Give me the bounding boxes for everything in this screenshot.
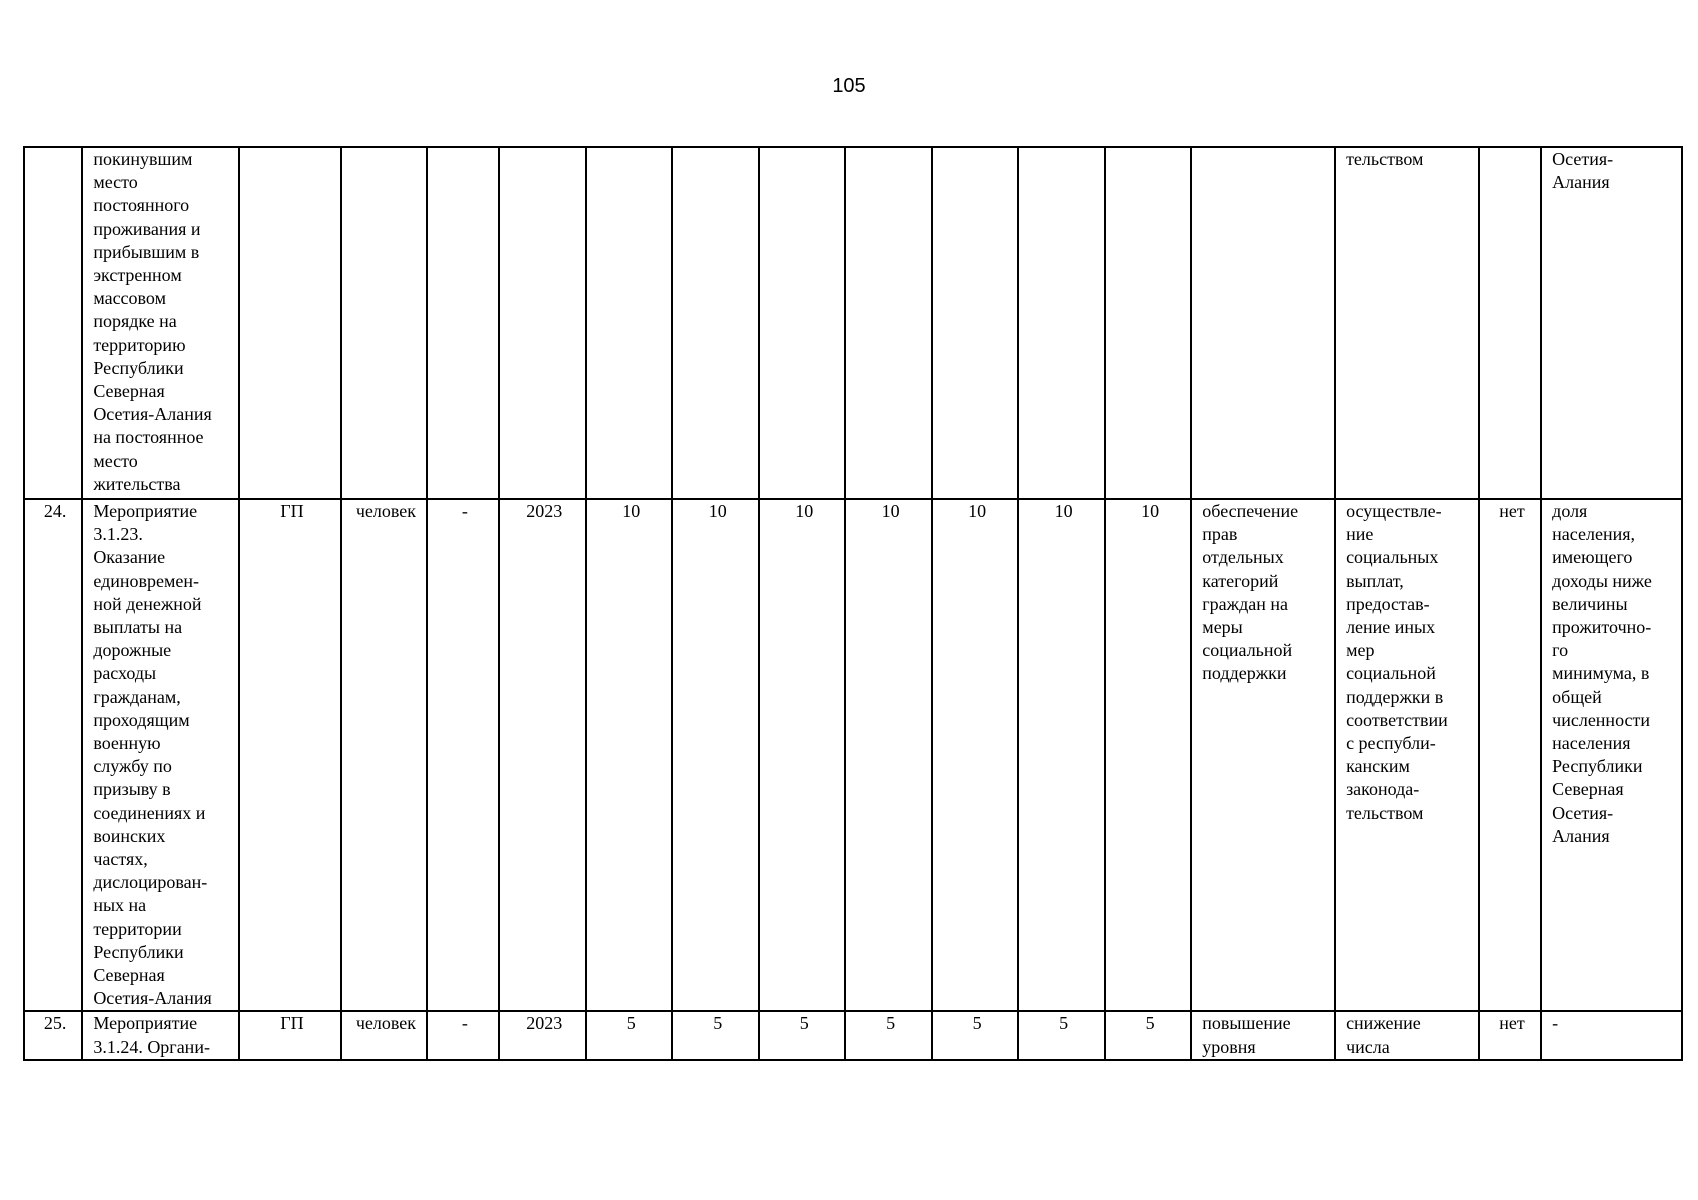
value-cell: 5 xyxy=(586,1011,672,1059)
base-value-cell: - xyxy=(427,1011,498,1059)
indicator-cell: Осетия- Алания xyxy=(1541,147,1682,499)
indicator-cell: доля населения, имеющего доходы ниже величины прожиточно- го минимума, в общей численности населения Республики Северная Осетия- Алания xyxy=(1541,499,1682,1011)
value-cell: 10 xyxy=(932,499,1018,1011)
row-number-cell: 25. xyxy=(24,1011,82,1059)
page-number: 105 xyxy=(832,75,866,97)
unit-cell: человек xyxy=(341,499,427,1011)
direction-cell: тельством xyxy=(1335,147,1479,499)
value-cell: 5 xyxy=(845,1011,931,1059)
result-cell: повышение уровня xyxy=(1191,1011,1335,1059)
value-cell: 5 xyxy=(1018,1011,1104,1059)
row-number-cell: 24. xyxy=(24,499,82,1011)
indicator-cell: - xyxy=(1541,1011,1682,1059)
risk-cell: нет xyxy=(1479,1011,1541,1059)
activity-type-cell xyxy=(239,147,341,499)
value-cell: 10 xyxy=(672,499,758,1011)
year-cell: 2023 xyxy=(499,499,586,1011)
result-cell xyxy=(1191,147,1335,499)
table-row xyxy=(24,499,1682,1011)
activity-type-cell: ГП xyxy=(239,1011,341,1059)
value-cell xyxy=(1018,147,1104,499)
table-row xyxy=(24,147,1682,499)
risk-cell xyxy=(1479,147,1541,499)
activity-type-cell: ГП xyxy=(239,499,341,1011)
result-cell: обеспечение прав отдельных категорий граждан на меры социальной поддержки xyxy=(1191,499,1335,1011)
value-cell: 10 xyxy=(759,499,845,1011)
value-cell: 10 xyxy=(1018,499,1104,1011)
unit-cell: человек xyxy=(341,1011,427,1059)
value-cell: 5 xyxy=(759,1011,845,1059)
year-cell xyxy=(499,147,586,499)
unit-cell xyxy=(341,147,427,499)
value-cell xyxy=(759,147,845,499)
table-row xyxy=(24,1011,1682,1059)
value-cell xyxy=(932,147,1018,499)
value-cell: 5 xyxy=(672,1011,758,1059)
value-cell: 10 xyxy=(586,499,672,1011)
row-number-cell xyxy=(24,147,82,499)
value-cell xyxy=(672,147,758,499)
year-cell: 2023 xyxy=(499,1011,586,1059)
base-value-cell: - xyxy=(427,499,498,1011)
risk-cell: нет xyxy=(1479,499,1541,1011)
value-cell xyxy=(586,147,672,499)
value-cell xyxy=(1105,147,1191,499)
activity-name-cell: Мероприятие 3.1.24. Органи- xyxy=(82,1011,239,1059)
activity-name-cell: покинувшим место постоянного проживания и прибывшим в экстренном массовом порядке на территорию Республики Северная Осетия-Алания на постоянное место жительства xyxy=(82,147,239,499)
base-value-cell xyxy=(427,147,498,499)
activity-name-cell: Мероприятие 3.1.23. Оказание единовремен- ной денежной выплаты на дорожные расходы гражданам, проходящим военную службу по призыву в соединениях и воинских частях, дислоцирован- ных на территории Республики Северная Осетия-Алания xyxy=(82,499,239,1011)
value-cell: 10 xyxy=(1105,499,1191,1011)
value-cell: 5 xyxy=(932,1011,1018,1059)
direction-cell: осуществле- ние социальных выплат, предостав- ление иных мер социальной поддержки в соответствии с республи- канским законода- тельством xyxy=(1335,499,1479,1011)
value-cell: 5 xyxy=(1105,1011,1191,1059)
activities-table xyxy=(23,146,1683,1061)
direction-cell: снижение числа xyxy=(1335,1011,1479,1059)
value-cell xyxy=(845,147,931,499)
value-cell: 10 xyxy=(845,499,931,1011)
